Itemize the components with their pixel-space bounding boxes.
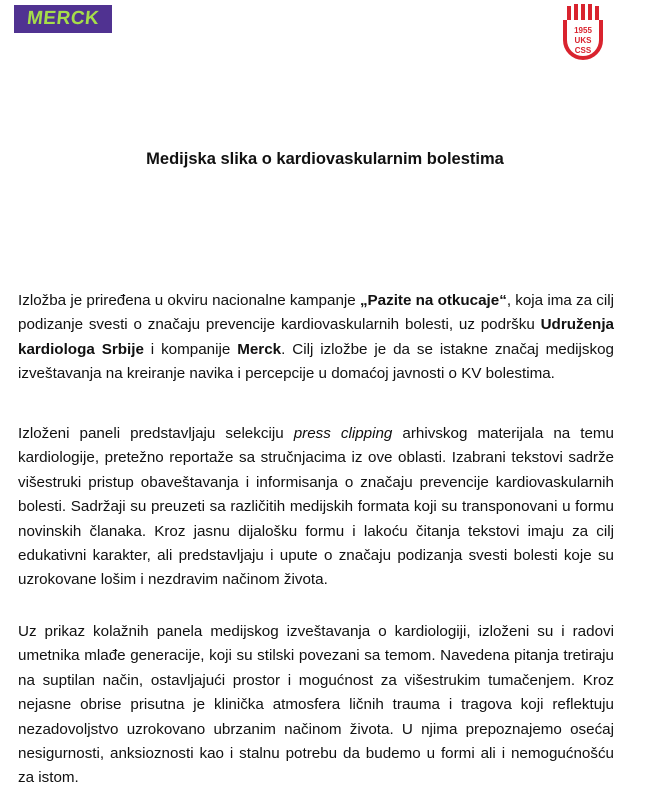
uks-css-logo bbox=[556, 4, 610, 66]
uks-logo-line3: CSS bbox=[574, 46, 592, 55]
bold-text: Udruženja kardiologa Srbije bbox=[18, 316, 614, 358]
paragraph-2 bbox=[18, 422, 614, 593]
bold-text: Merck bbox=[237, 340, 282, 358]
italic-text: press clipping bbox=[293, 425, 393, 442]
text-run: arhivskog materijala na temu kardiologije, pretežno reportaže sa stručnjacima iz ove oblasti. Izabrani tekstovi sadrže višestruki pristup obaveštavanja i informisanja o značaju prevencije kardiovaskularnih bolesti. Sadržaji su preuzeti sa različitih medijskih formata koji su transponovani u formu novinskih članaka. Kroz jasnu dijalošku formu i lakoću čitanja tekstovi imaju za cilj edukativni karakter, ali predstavljaju i upute o značaju podizanja svesti bolesti koje su uzrokovane lošim i nezdravim načinom života. bbox=[18, 425, 615, 589]
text-run: i kompanije bbox=[143, 340, 238, 358]
text-run: . Cilj izložbe je da se istakne značaj medijskog izveštavanja na kreiranje navika i percepcije u domaćoj javnosti o KV bolestima. bbox=[18, 340, 614, 383]
uks-logo-year: 1955 bbox=[574, 26, 592, 35]
text-run: , koja ima za cilj podizanje svesti o značaju prevencije kardiovaskularnih bolesti, uz podršku bbox=[18, 292, 615, 334]
text-run: Uz prikaz kolažnih panela medijskog izveštavanja o kardiologiji, izloženi su i radovi umetnika mlađe generacije, koji su stilski povezani sa temom. Navedena pitanja tretiraju na suptilan način, ostavljajući prostor i mogućnost za višestrukim tumačenjem. Kroz nejasne obrise prisutna je klinička atmosfera ličnih trauma i tragova koji reflektuju nezadovoljstvo uzrokovano ubrzanim načinom života. U njima prepoznajemo osećaj nesigurnosti, anksioznosti kao i stalnu potrebu da budemo u formi ali i nemogućnošću za istom. bbox=[18, 623, 614, 787]
merck-logo bbox=[14, 5, 112, 33]
paragraph-3 bbox=[18, 620, 614, 791]
merck-logo-text: MERCK bbox=[25, 8, 101, 29]
paragraph-1 bbox=[18, 289, 614, 387]
uks-logo-line2: UKS bbox=[574, 36, 592, 45]
text-run: Izložba je priređena u okviru nacionalne kampanje bbox=[18, 292, 360, 309]
bold-text: „Pazite na otkucaje“ bbox=[359, 292, 507, 309]
document-title: Medijska slika o kardiovaskularnim bolestima bbox=[146, 150, 504, 168]
text-run: Izloženi paneli predstavljaju selekciju bbox=[18, 425, 294, 442]
